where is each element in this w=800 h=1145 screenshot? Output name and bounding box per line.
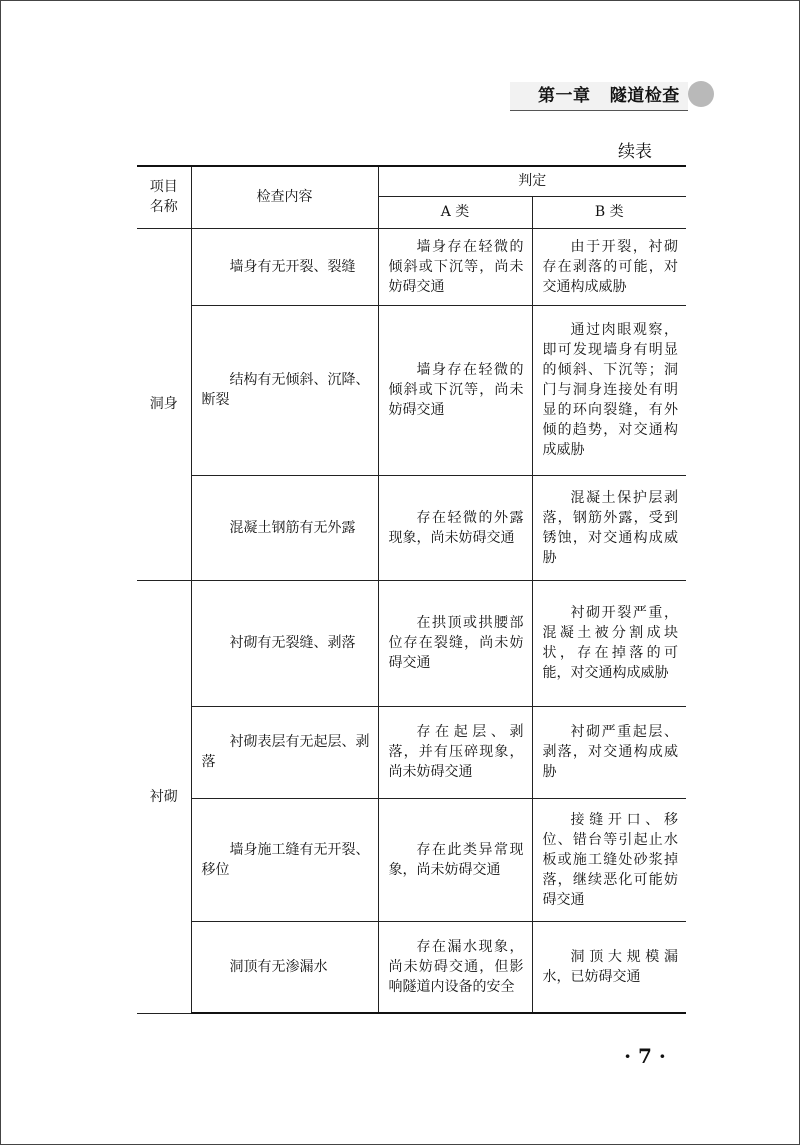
class-a-cell: 存在此类异常现象，尚未妨碍交通 (378, 798, 532, 921)
class-a-cell: 在拱顶或拱腰部位存在裂缝，尚未妨碍交通 (378, 580, 532, 706)
table-row (137, 580, 686, 706)
header-content: 检查内容 (191, 166, 378, 228)
page-number: · 7 · (624, 1044, 666, 1068)
content-cell: 结构有无倾斜、沉降、断裂 (191, 305, 378, 475)
table-row (137, 305, 686, 475)
class-b-cell: 接缝开口、移位、错台等引起止水板或施工缝处砂浆掉落，继续恶化可能妨碍交通 (532, 798, 686, 921)
chapter-number: 第一章 (538, 86, 591, 106)
table-row (137, 798, 686, 921)
class-b-cell: 由于开裂，衬砌存在剥落的可能，对交通构成威胁 (532, 228, 686, 305)
table-row (137, 475, 686, 580)
header-circle-decoration (688, 81, 714, 107)
continued-table-label: 续表 (618, 142, 652, 162)
content-cell: 墙身施工缝有无开裂、移位 (191, 798, 378, 921)
running-header (538, 84, 680, 108)
class-b-cell: 洞顶大规模漏水，已妨碍交通 (532, 921, 686, 1013)
header-class-a: A 类 (378, 196, 532, 228)
class-b-cell: 衬砌严重起层、剥落，对交通构成威胁 (532, 706, 686, 798)
class-a-cell: 存在起层、剥落，并有压碎现象，尚未妨碍交通 (378, 706, 532, 798)
content-cell: 衬砌表层有无起层、剥落 (191, 706, 378, 798)
content-cell: 衬砌有无裂缝、剥落 (191, 580, 378, 706)
header-judgment: 判定 (378, 166, 686, 196)
content-cell: 洞顶有无渗漏水 (191, 921, 378, 1013)
class-a-cell: 墙身存在轻微的倾斜或下沉等，尚未妨碍交通 (378, 228, 532, 305)
table-row (137, 706, 686, 798)
class-b-cell: 混凝土保护层剥落，钢筋外露，受到锈蚀，对交通构成威胁 (532, 475, 686, 580)
header-item-name-line1: 项目 (149, 179, 178, 196)
table-row (137, 921, 686, 1013)
content-cell: 墙身有无开裂、裂缝 (191, 228, 378, 305)
inspection-table (137, 165, 686, 1014)
header-class-b: B 类 (532, 196, 686, 228)
table-row (137, 228, 686, 305)
class-a-cell: 存在漏水现象，尚未妨碍交通，但影响隧道内设备的安全 (378, 921, 532, 1013)
chapter-title: 隧道检查 (609, 86, 680, 106)
content-cell: 混凝土钢筋有无外露 (191, 475, 378, 580)
class-a-cell: 墙身存在轻微的倾斜或下沉等，尚未妨碍交通 (378, 305, 532, 475)
header-item-name (137, 166, 191, 228)
class-b-cell: 衬砌开裂严重，混凝土被分割成块状，存在掉落的可能，对交通构成威胁 (532, 580, 686, 706)
category-cell: 衬砌 (137, 580, 191, 1013)
class-b-cell: 通过肉眼观察，即可发现墙身有明显的倾斜、下沉等；洞门与洞身连接处有明显的环向裂缝，有外倾的趋势，对交通构成威胁 (532, 305, 686, 475)
category-cell: 洞身 (137, 228, 191, 580)
class-a-cell: 存在轻微的外露现象，尚未妨碍交通 (378, 475, 532, 580)
header-item-name-line2: 名称 (149, 199, 178, 216)
table-header-row (137, 166, 686, 196)
